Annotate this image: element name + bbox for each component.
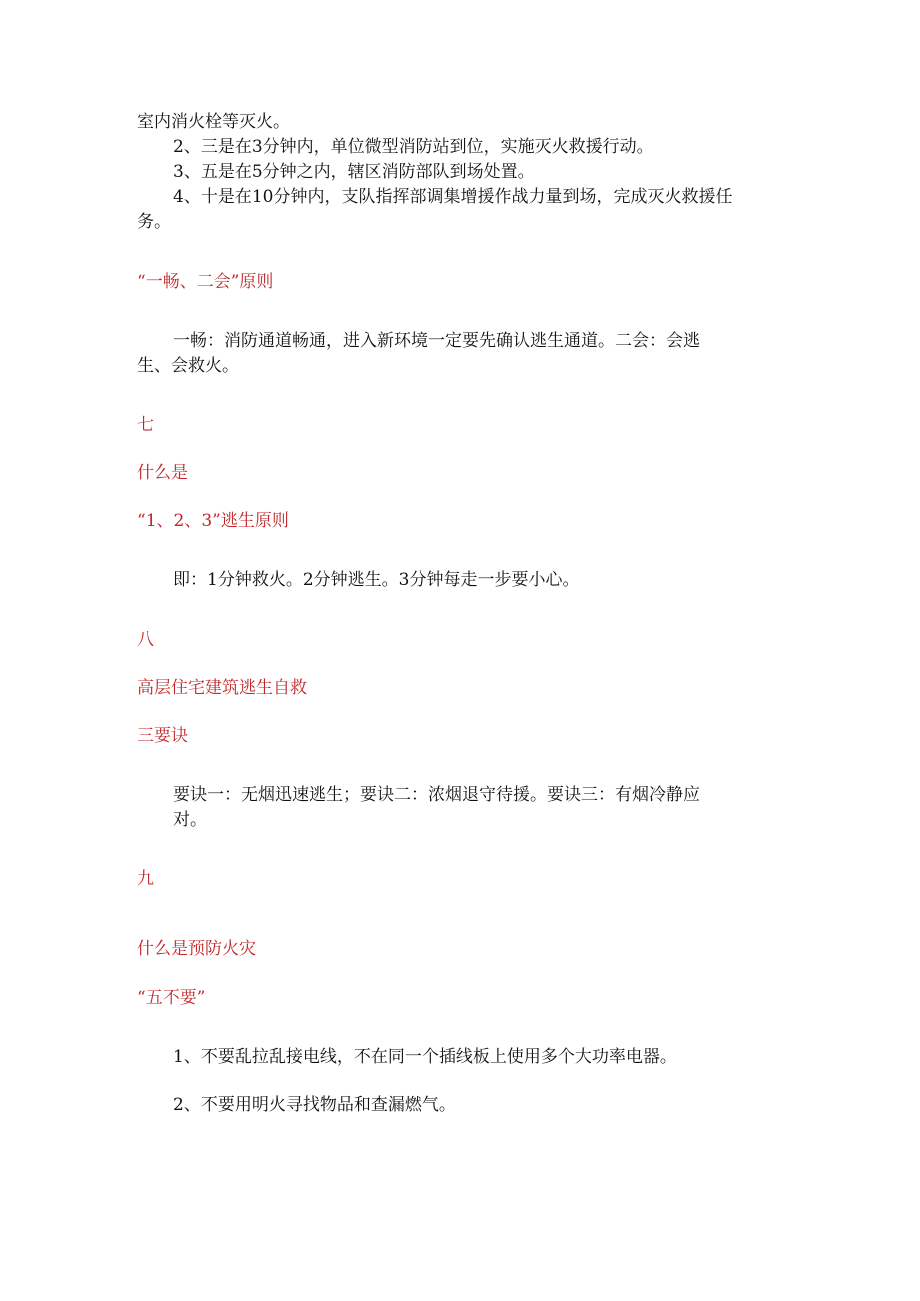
body-line: 即：1分钟救火。2分钟逃生。3分钟每走一步要小心。 bbox=[173, 570, 580, 590]
list-item: 4、十是在10分钟内，支队指挥部调集增援作战力量到场，完成灭火救援任 bbox=[173, 187, 733, 207]
section-heading: “一畅、二会”原则 bbox=[137, 272, 274, 292]
list-item: 3、五是在5分钟之内，辖区消防部队到场处置。 bbox=[173, 162, 535, 182]
section-heading: “1、2、3”逃生原则 bbox=[137, 511, 289, 531]
list-item: 2、三是在3分钟内，单位微型消防站到位，实施灭火救援行动。 bbox=[173, 137, 654, 157]
section-heading: 什么是 bbox=[137, 463, 188, 483]
body-line: 要诀一：无烟迅速逃生；要诀二：浓烟退守待援。要诀三：有烟冷静应 bbox=[173, 785, 700, 805]
section-heading: 高层住宅建筑逃生自救 bbox=[137, 678, 307, 698]
section-heading: “五不要” bbox=[137, 988, 206, 1008]
section-number: 七 bbox=[137, 415, 154, 435]
body-line: 一畅：消防通道畅通，进入新环境一定要先确认逃生通道。二会：会逃 bbox=[173, 331, 700, 351]
section-heading: 三要诀 bbox=[137, 726, 188, 746]
section-number: 九 bbox=[137, 869, 154, 889]
section-heading: 什么是预防火灾 bbox=[137, 939, 256, 959]
section-number: 八 bbox=[137, 630, 154, 650]
list-item: 2、不要用明火寻找物品和查漏燃气。 bbox=[173, 1095, 456, 1115]
list-item: 1、不要乱拉乱接电线，不在同一个插线板上使用多个大功率电器。 bbox=[173, 1047, 677, 1067]
body-line: 务。 bbox=[137, 212, 171, 232]
body-line: 室内消火栓等灭火。 bbox=[137, 112, 290, 132]
body-line: 对。 bbox=[173, 810, 207, 830]
body-line: 生、会救火。 bbox=[137, 356, 239, 376]
